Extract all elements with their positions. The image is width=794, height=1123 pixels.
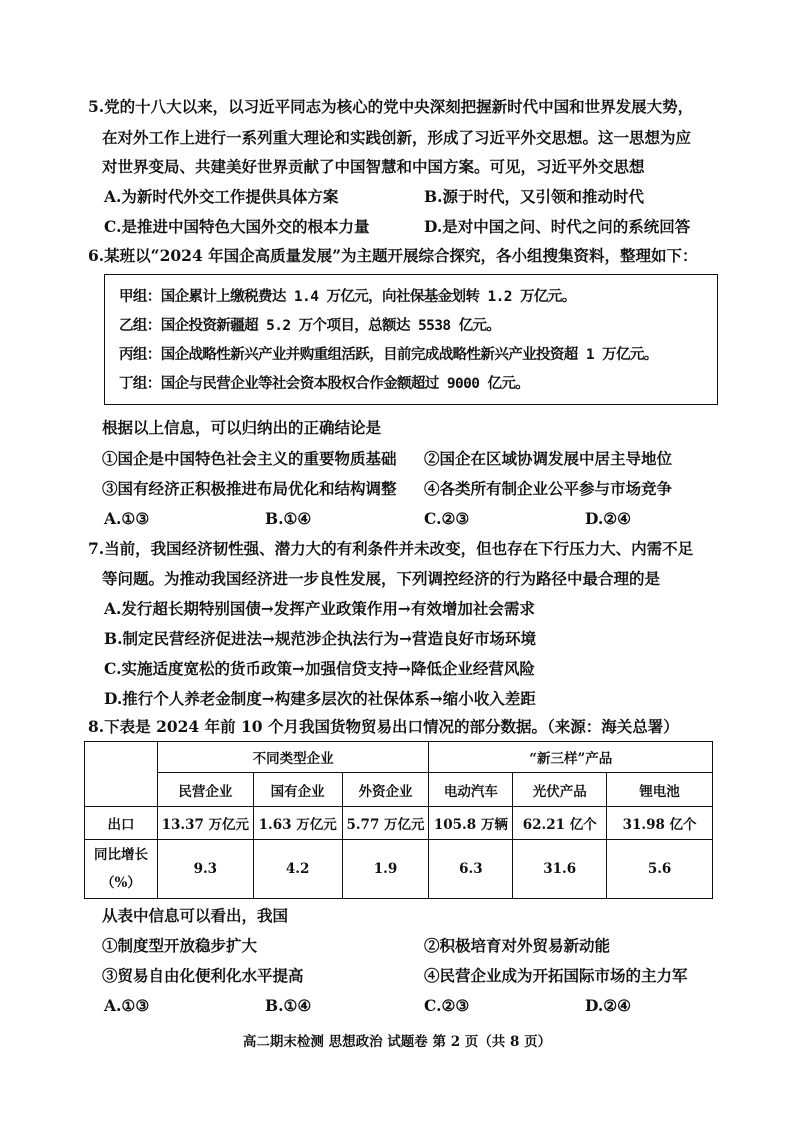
table-col-header: 光伏产品 xyxy=(513,773,607,807)
table-cell: 62.21 亿个 xyxy=(513,807,607,840)
q7-option-d: D.推行个人养老金制度→构建多层次的社保体系→缩小收入差距 xyxy=(104,689,536,708)
q8-statement-2: ②积极培育对外贸易新动能 xyxy=(424,936,611,955)
q6-lead: 根据以上信息，可以归纳出的正确结论是 xyxy=(102,418,382,437)
table-corner-cell xyxy=(85,742,158,807)
q7-option-c: C.实施适度宽松的货币政策→加强信贷支持→降低企业经营风险 xyxy=(104,659,535,678)
q6-option-b: B.①④ xyxy=(265,509,312,528)
table-row-label xyxy=(85,840,158,899)
table-cell: 5.6 xyxy=(607,840,713,899)
table-cell: 1.9 xyxy=(342,840,429,899)
table-cell: 105.8 万辆 xyxy=(429,807,513,840)
q7-option-b: B.制定民营经济促进法→规范涉企执法行为→营造良好市场环境 xyxy=(104,629,536,648)
table-row-label: 出口 xyxy=(85,807,158,840)
q6-statement-3: ③国有经济正积极推进布局优化和结构调整 xyxy=(102,479,397,498)
q8-option-b: B.①④ xyxy=(265,996,312,1015)
table-cell: 4.2 xyxy=(253,840,342,899)
q6-statement-1: ①国企是中国特色社会主义的重要物质基础 xyxy=(102,449,397,468)
table-col-header: 民营企业 xyxy=(157,773,253,807)
q8-option-c: C.②③ xyxy=(424,996,470,1015)
q6-material-group-d: 丁组：国企与民营企业等社会资本股权合作金额超过 9000 亿元。 xyxy=(119,376,530,392)
q6-material-group-c: 丙组：国企战略性新兴产业并购重组活跃，目前完成战略性新兴产业投资超 1 万亿元。 xyxy=(119,347,658,363)
table-col-header: 国有企业 xyxy=(253,773,342,807)
q7-stem-line1: 7.当前，我国经济韧性强、潜力大的有利条件并未改变，但也存在下行压力大、内需不足 xyxy=(88,539,694,558)
table-cell: 31.6 xyxy=(513,840,607,899)
q5-option-b: B.源于时代，又引领和推动时代 xyxy=(424,187,644,206)
q5-stem-line3: 对世界变局、共建美好世界贡献了中国智慧和中国方案。可见，习近平外交思想 xyxy=(102,157,645,176)
table-col-header: 锂电池 xyxy=(607,773,713,807)
q5-stem-line2: 在对外工作上进行一系列重大理论和实践创新，形成了习近平外交思想。这一思想为应 xyxy=(102,128,692,147)
q8-statement-4: ④民营企业成为开拓国际市场的主力军 xyxy=(424,966,688,985)
page-footer: 高二期末检测 思想政治 试题卷 第 2 页（共 8 页） xyxy=(242,1034,552,1050)
q8-lead: 从表中信息可以看出，我国 xyxy=(102,906,289,925)
q6-statement-2: ②国企在区域协调发展中居主导地位 xyxy=(424,449,673,468)
table-col-header: 外资企业 xyxy=(342,773,429,807)
table-row-exports xyxy=(85,807,713,840)
q6-statement-4: ④各类所有制企业公平参与市场竞争 xyxy=(424,479,673,498)
table-cell: 31.98 亿个 xyxy=(607,807,713,840)
table-col-header: 电动汽车 xyxy=(429,773,513,807)
table-group-header-new-three-products: “新三样”产品 xyxy=(429,742,713,773)
table-cell: 6.3 xyxy=(429,840,513,899)
table-cell: 9.3 xyxy=(157,840,253,899)
q5-stem-line1: 5.党的十八大以来，以习近平同志为核心的党中央深刻把握新时代中国和世界发展大势， xyxy=(88,97,694,116)
q8-option-d: D.②④ xyxy=(585,996,632,1015)
export-data-table xyxy=(84,741,713,899)
q5-option-d: D.是对中国之问、时代之问的系统回答 xyxy=(424,217,691,236)
q7-stem-line2: 等问题。为推动我国经济进一步良性发展，下列调控经济的行为路径中最合理的是 xyxy=(102,569,661,588)
table-cell: 13.37 万亿元 xyxy=(157,807,253,840)
table-row-growth xyxy=(85,840,713,899)
table-cell: 1.63 万亿元 xyxy=(253,807,342,840)
q8-statement-1: ①制度型开放稳步扩大 xyxy=(102,936,258,955)
q6-material-group-b: 乙组：国企投资新疆超 5.2 万个项目，总额达 5538 亿元。 xyxy=(119,318,501,334)
table-column-headers xyxy=(85,773,713,807)
table-row-label-growth: 同比增长 xyxy=(93,847,148,863)
q8-statement-3: ③贸易自由化便利化水平提高 xyxy=(102,966,304,985)
q5-option-a: A.为新时代外交工作提供具体方案 xyxy=(104,187,339,206)
q6-option-c: C.②③ xyxy=(424,509,470,528)
q6-stem: 6.某班以“2024 年国企高质量发展”为主题开展综合探究，各小组搜集资料，整理如下： xyxy=(88,246,698,265)
table-cell: 5.77 万亿元 xyxy=(342,807,429,840)
q5-option-c: C.是推进中国特色大国外交的根本力量 xyxy=(104,217,370,236)
q8-option-a: A.①③ xyxy=(104,996,150,1015)
table-row-label-unit: （%） xyxy=(101,875,141,891)
q8-stem: 8.下表是 2024 年前 10 个月我国货物贸易出口情况的部分数据。（来源：海关总署） xyxy=(88,717,679,736)
q6-material-box xyxy=(104,274,718,405)
table-group-header-enterprise-types: 不同类型企业 xyxy=(157,742,429,773)
q6-option-a: A.①③ xyxy=(104,509,150,528)
q6-material-group-a: 甲组：国企累计上缴税费达 1.4 万亿元，向社保基金划转 1.2 万亿元。 xyxy=(119,289,576,305)
q6-option-d: D.②④ xyxy=(585,509,632,528)
q7-option-a: A.发行超长期特别国债→发挥产业政策作用→有效增加社会需求 xyxy=(104,599,535,618)
